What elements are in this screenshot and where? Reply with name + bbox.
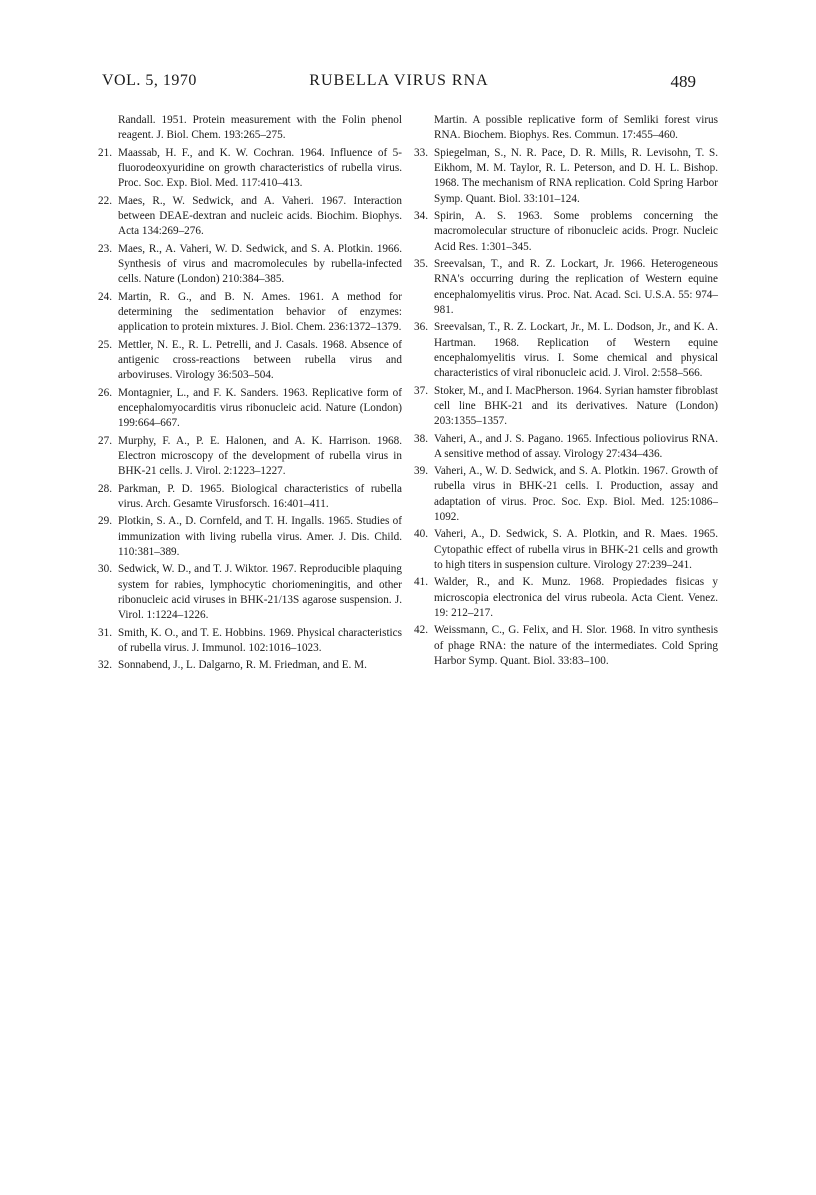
reference-number: 31. bbox=[98, 626, 112, 639]
page-number: 489 bbox=[670, 72, 696, 91]
reference-number: 37. bbox=[414, 384, 428, 397]
reference-number: 34. bbox=[414, 209, 428, 222]
reference-item bbox=[414, 209, 718, 255]
reference-text: Maassab, H. F., and K. W. Cochran. 1964. Influence of 5-fluorodeoxyuridine on growth characteristics of rubella virus. Proc. Soc. Exp. Biol. Med. 117:410–413. bbox=[118, 146, 402, 190]
reference-number: 41. bbox=[414, 576, 428, 589]
reference-item bbox=[418, 113, 718, 144]
reference-item bbox=[98, 658, 402, 673]
reference-item bbox=[414, 527, 718, 573]
reference-number: 24. bbox=[98, 290, 112, 303]
reference-text: Sreevalsan, T., R. Z. Lockart, Jr., M. L. Dodson, Jr., and K. A. Hartman. 1968. Replication of Western equine encephalomyelitis virus. I. Some chemical and physical characteristics of viral ribonucleic acid. J. Virol. 2:558–566. bbox=[434, 321, 718, 380]
reference-item bbox=[414, 384, 718, 430]
reference-text: Murphy, F. A., P. E. Halonen, and A. K. Harrison. 1968. Electron microscopy of the development of rubella virus in BHK-21 cells. J. Virol. 2:1223–1227. bbox=[118, 434, 402, 478]
reference-item bbox=[414, 575, 718, 621]
references-left-column bbox=[98, 113, 402, 676]
reference-text: Vaheri, A., W. D. Sedwick, and S. A. Plotkin. 1967. Growth of rubella virus in BHK-21 cells. I. Production, assay and adaptation of virus. Proc. Soc. Exp. Biol. Med. 125:1086–1092. bbox=[434, 465, 718, 524]
reference-text: Vaheri, A., and J. S. Pagano. 1965. Infectious poliovirus RNA. A sensitive method of assay. Virology 27:434–436. bbox=[434, 432, 718, 460]
running-title: RUBELLA VIRUS RNA bbox=[309, 72, 489, 89]
reference-item bbox=[414, 464, 718, 525]
reference-number: 27. bbox=[98, 434, 112, 447]
reference-number: 22. bbox=[98, 194, 112, 207]
reference-number: 21. bbox=[98, 146, 112, 159]
reference-number: 30. bbox=[98, 563, 112, 576]
running-header bbox=[102, 72, 696, 96]
reference-text: Martin. A possible replicative form of Semliki forest virus RNA. Biochem. Biophys. Res. Commun. 17:455–460. bbox=[434, 114, 718, 142]
reference-text: Mettler, N. E., R. L. Petrelli, and J. Casals. 1968. Absence of antigenic cross-reactions between rubella virus and arboviruses. Virology 36:503–504. bbox=[118, 338, 402, 382]
reference-item bbox=[98, 514, 402, 560]
reference-item bbox=[98, 242, 402, 288]
reference-text: Sedwick, W. D., and T. J. Wiktor. 1967. Reproducible plaquing system for rabies, lymphocytic choriomeningitis, and other ribonucleic acid viruses in BHK-21/13S agarose suspension. J. Virol. 1:1224–1226. bbox=[118, 563, 402, 622]
reference-item bbox=[98, 482, 402, 513]
volume-label: VOL. 5, 1970 bbox=[102, 72, 197, 89]
reference-text: Spirin, A. S. 1963. Some problems concerning the macromolecular structure of ribonucleic acids. Progr. Nucleic Acid Res. 1:301–345. bbox=[434, 209, 718, 253]
reference-text: Parkman, P. D. 1965. Biological characteristics of rubella virus. Arch. Gesamte Virusforsch. 16:401–411. bbox=[118, 482, 402, 510]
reference-number: 26. bbox=[98, 386, 112, 399]
reference-number: 32. bbox=[98, 659, 112, 672]
reference-text: Sonnabend, J., L. Dalgarno, R. M. Friedman, and E. M. bbox=[118, 659, 367, 672]
reference-item bbox=[98, 434, 402, 480]
reference-text: Martin, R. G., and B. N. Ames. 1961. A method for determining the sedimentation behavior of enzymes: application to protein mixtures. J. Biol. Chem. 236:1372–1379. bbox=[118, 290, 402, 334]
reference-number: 38. bbox=[414, 432, 428, 445]
reference-item bbox=[414, 432, 718, 463]
reference-item bbox=[98, 338, 402, 384]
reference-text: Maes, R., A. Vaheri, W. D. Sedwick, and S. A. Plotkin. 1966. Synthesis of virus and macromolecules by rubella-infected cells. Nature (London) 210:384–385. bbox=[118, 242, 402, 286]
reference-item bbox=[102, 113, 402, 144]
reference-text: Sreevalsan, T., and R. Z. Lockart, Jr. 1966. Heterogeneous RNA's occurring during the replication of Western equine encephalomyelitis virus. Proc. Nat. Acad. Sci. U.S.A. 55: 974–981. bbox=[434, 257, 718, 316]
reference-number: 25. bbox=[98, 338, 112, 351]
reference-number: 29. bbox=[98, 515, 112, 528]
reference-number: 35. bbox=[414, 257, 428, 270]
reference-text: Maes, R., W. Sedwick, and A. Vaheri. 1967. Interaction between DEAE-dextran and nucleic acids. Biochim. Biophys. Acta 134:269–276. bbox=[118, 194, 402, 238]
reference-text: Montagnier, L., and F. K. Sanders. 1963. Replicative form of encephalomyocarditis virus ribonucleic acid. Nature (London) 199:664–667. bbox=[118, 386, 402, 430]
reference-text: Spiegelman, S., N. R. Pace, D. R. Mills, R. Levisohn, T. S. Eikhom, M. M. Taylor, R. L. Peterson, and D. H. L. Bishop. 1968. The mechanism of RNA replication. Cold Spring Harbor Symp. Quant. Biol. 33:101–124. bbox=[434, 146, 718, 205]
reference-number: 23. bbox=[98, 242, 112, 255]
reference-item bbox=[98, 386, 402, 432]
reference-item bbox=[98, 194, 402, 240]
reference-number: 36. bbox=[414, 321, 428, 334]
reference-text: Randall. 1951. Protein measurement with the Folin phenol reagent. J. Biol. Chem. 193:265–275. bbox=[118, 114, 402, 142]
reference-item bbox=[98, 562, 402, 623]
reference-item bbox=[98, 626, 402, 657]
reference-text: Stoker, M., and I. MacPherson. 1964. Syrian hamster fibroblast cell line BHK-21 and its derivatives. Nature (London) 203:1355–1357. bbox=[434, 384, 718, 428]
reference-item bbox=[414, 146, 718, 207]
reference-number: 40. bbox=[414, 528, 428, 541]
reference-number: 33. bbox=[414, 146, 428, 159]
reference-text: Weissmann, C., G. Felix, and H. Slor. 1968. In vitro synthesis of phage RNA: the nature of the intermediates. Cold Spring Harbor Symp. Quant. Biol. 33:83–100. bbox=[434, 624, 718, 668]
reference-number: 28. bbox=[98, 482, 112, 495]
reference-item bbox=[414, 623, 718, 669]
reference-item bbox=[414, 257, 718, 318]
reference-text: Vaheri, A., D. Sedwick, S. A. Plotkin, and R. Maes. 1965. Cytopathic effect of rubella virus in BHK-21 cells and growth to high titers in suspension culture. Virology 27:239–241. bbox=[434, 528, 718, 572]
reference-number: 39. bbox=[414, 465, 428, 478]
references-right-column bbox=[414, 113, 718, 671]
reference-text: Walder, R., and K. Munz. 1968. Propiedades fisicas y microscopia electronica del virus rubeola. Acta Cient. Venez. 19: 212–217. bbox=[434, 576, 718, 620]
reference-item bbox=[414, 320, 718, 381]
reference-text: Smith, K. O., and T. E. Hobbins. 1969. Physical characteristics of rubella virus. J. Immunol. 102:1016–1023. bbox=[118, 626, 402, 654]
reference-number: 42. bbox=[414, 624, 428, 637]
reference-item bbox=[98, 146, 402, 192]
reference-item bbox=[98, 290, 402, 336]
reference-text: Plotkin, S. A., D. Cornfeld, and T. H. Ingalls. 1965. Studies of immunization with living rubella virus. Amer. J. Dis. Child. 110:381–389. bbox=[118, 515, 402, 558]
